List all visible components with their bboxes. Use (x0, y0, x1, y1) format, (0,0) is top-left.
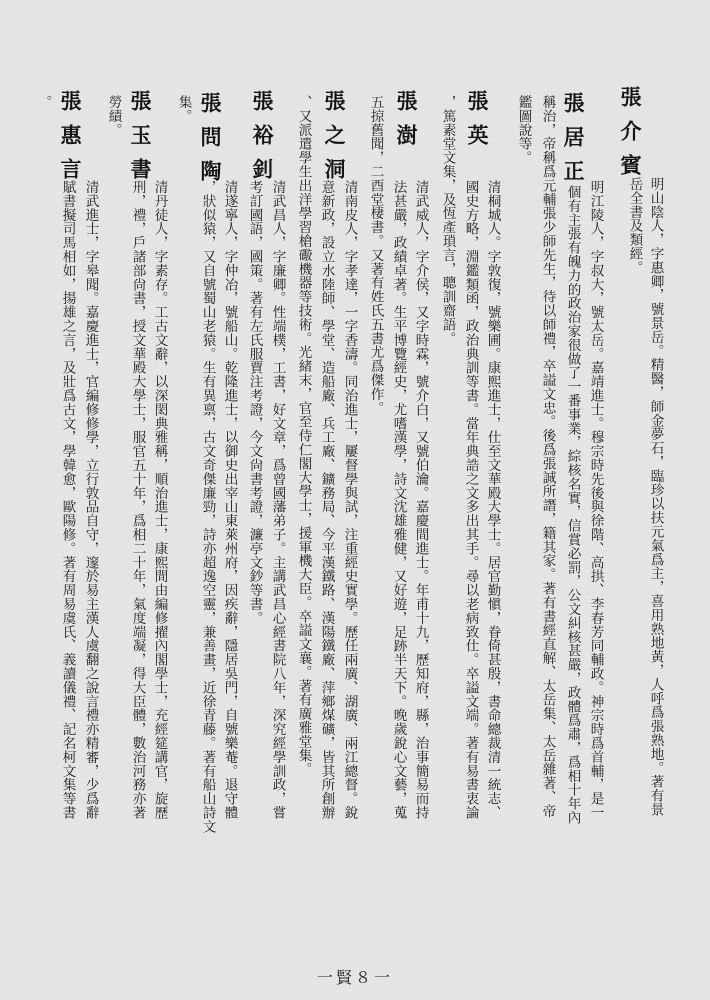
entry-text-line: 法甚嚴，政績卓著。生平博覽經史，尤嗜漢學，詩文沈雄雅健，又好遊，足跡半天下。晚歲銳心文藝，蒐 (390, 180, 407, 820)
entry-text-line: 勞績。 (105, 95, 122, 137)
entry-heading-zhang-wentao: 張問陶 (198, 92, 223, 194)
entry-heading-zhang-zhidong: 張之洞 (322, 90, 347, 192)
entry-text-line: 賦書擬司馬相如，揚雄之言，及壯爲古文，學韓愈，歐陽修。著有周易虞氏、義讀儀禮、記名柯文集等書 (59, 180, 76, 820)
entry-text-line: 清南皮人，字孝達，一字香濤。同治進士，屢督學與試，注重經史實學。歷任兩廣、湖廣、兩江總督。銳 (341, 180, 358, 820)
entry-text-line: 清桐城人。字敦復，號樂圃。康熙進士，仕至文華殿大學士。居官勤愼，眷倚甚殷，書命總裁清一統志、 (484, 180, 501, 820)
entry-text-line: 考訂國語，國策。著有左氏服賈注考證，今文尙書考證，濂亭文鈔等書。 (246, 180, 263, 625)
page-number: 一賢８一 (316, 968, 393, 987)
entry-heading-zhang-yuzhao: 張裕釗 (250, 90, 275, 192)
entry-text-line: 個有主張有魄力的政治家很做了一番事業，綜核名實，信賞必罰，公文糾核甚嚴，政體爲肅，爲相十年內 (564, 185, 581, 825)
entry-text-line: 鑑圖說等。 (515, 95, 532, 165)
entry-text-line: ，篤素堂文集，及恆產瑣言，聰訓齋語。 (439, 95, 456, 346)
entry-text-line: 。 (35, 95, 52, 109)
entry-text-line: 清丹徒人，字素存。工古文辭，以深閎典雅稱，順治進士，康熙間由編修擢內閣學士，充經筵講官，旋歷 (151, 180, 168, 820)
entry-text-line: 清遂寧人，字仲冶，號船山。乾隆進士，以御史出宰山東萊州府，因疾辭，隱居吳門，自號樂菴。退守體 (221, 180, 238, 820)
entry-text-line: 明江陵人，字叔大，號太岳。嘉靖進士。穆宗時先後與徐階、高拱、李春芳同輔政。神宗時爲首輔，是一 (587, 180, 604, 820)
entry-text-line: ，狀似猿，又自號蜀山老猿。生有異禀，古文奇傑廉勁，詩亦超逸空靈，兼善畫，近徐青藤。著有船山詩文 (199, 180, 216, 834)
entry-text-line: 岳全書及類經。 (626, 177, 643, 275)
entry-text-line: 集。 (175, 95, 192, 123)
entry-text-line: 國史方略，淵鑑類函，政治典訓等書。當年典誥之文多出其手。尋以老病致仕。卒謚文端。著有易書衷論 (462, 180, 479, 820)
entry-text-line: 明山陰人，字惠卿，號景岳。精醫，師金夢石，臨珍以扶元氣爲主，喜用熟地黃，人呼爲張熟地。著有景 (647, 177, 664, 817)
entry-text-line: 清武進士，字皋聞。嘉慶進士，官編修修學，立行敦品自守，邃於易主漢人虞翻之說言禮亦精審，少爲辭 (82, 180, 99, 820)
entry-text-line: 稱治，帝稱爲元輔張少師先生，待以師禮，卒謚文忠。後爲張誠所譖，籍其家。著有書經直解、太岳集、太岳雜著、帝 (539, 95, 556, 818)
entry-heading-zhang-yushu: 張玉書 (128, 90, 153, 192)
entry-heading-zhang-ying: 張英 (465, 90, 490, 158)
entry-heading-zhang-shu: 張澍 (394, 90, 419, 158)
entry-text-line: 五掠舊聞，二酉堂棲書。又著有姓氏五書尤爲傑作。 (367, 95, 384, 415)
entry-text-line: 、又派遣學生出洋學習槍礮機器等技術。光緒末，官至侍仁閣大學士，援軍機大臣。卒謚文襄。著有廣雅堂集。 (295, 95, 312, 777)
entry-text-line: 刑，禮，戶諸部尙書，授文華殿大學士，服官五十年，爲相二十年，氣度端凝，得大臣體，數治河務亦著 (129, 180, 146, 820)
entry-text-line: 清武昌人，字廉卿。性端樸，工書，好文章，爲曾國藩弟子。主講武昌心經書院八年，深究經學訓政，嘗 (269, 180, 286, 820)
entry-text-line: 意新政，設立水陸師、學堂、造船廠、兵工廠、鑛務局、今平漢鐵路、漢陽鐵廠、萍鄉煤礦，皆其所創辦 (318, 180, 335, 820)
entry-heading-zhang-juzheng: 張居正 (561, 92, 586, 194)
entry-heading-zhang-jiebin: 張介賓 (618, 86, 643, 188)
entry-text-line: 清武威人，字介侯，又字時霖，號介白，又號伯瀹。嘉慶間進士。年甫十九，歷知府，縣，治事簡易而持 (412, 180, 429, 820)
entry-heading-zhang-huiyan: 張惠言 (58, 90, 83, 192)
